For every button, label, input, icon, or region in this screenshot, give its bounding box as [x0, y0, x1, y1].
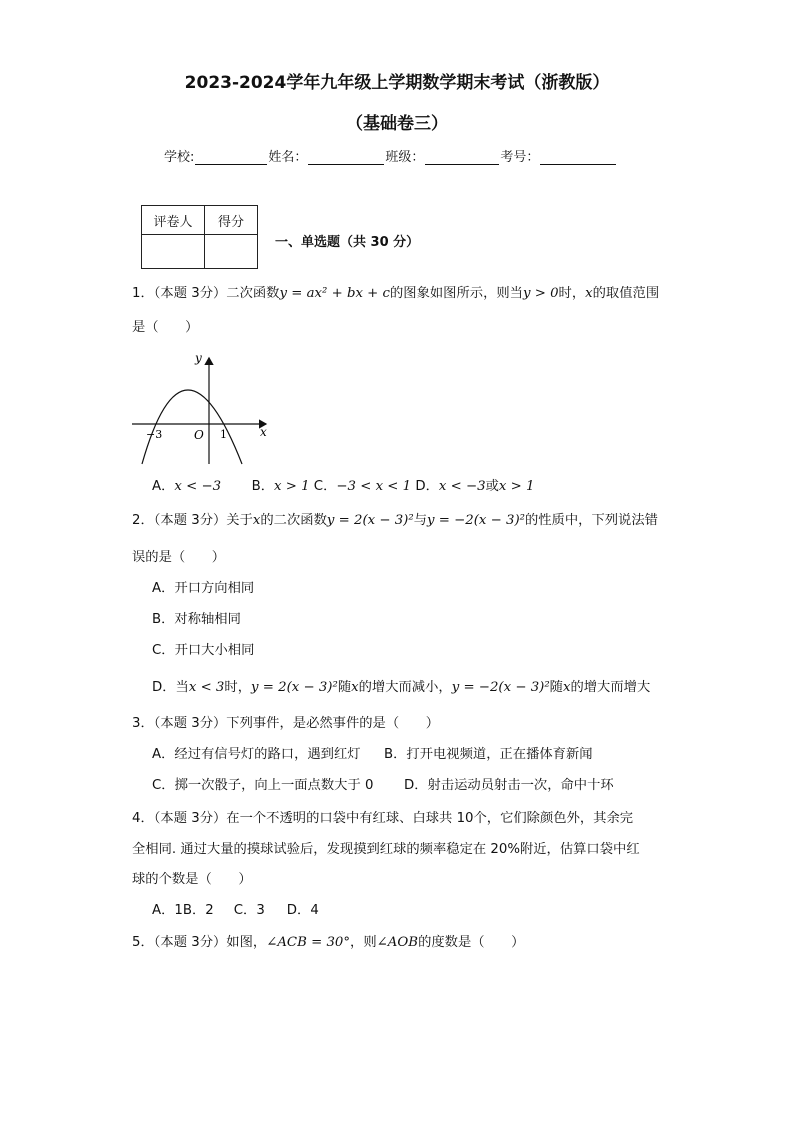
origin-label: O: [194, 428, 204, 442]
q5-score-tag: （本题 3分）: [153, 935, 227, 950]
section-title: 一、单选题（共 30 分）: [275, 235, 420, 250]
q2-variable: x: [252, 513, 261, 528]
q2-option-a[interactable]: A．开口方向相同: [152, 581, 255, 596]
q3-number: 3．: [132, 716, 154, 731]
q4-option-d[interactable]: D．4: [286, 903, 319, 918]
q1-option-a[interactable]: [152, 479, 221, 494]
q3-score-tag: （本题 3分）: [153, 716, 227, 731]
option-text: 的增大而增大: [570, 680, 651, 695]
q1-stem-line2: 是（ ）: [132, 320, 199, 335]
q1-text: 时，: [558, 286, 586, 301]
q5-text: ，则: [350, 935, 377, 950]
score-table: [141, 205, 258, 269]
exam-subtitle: （基础卷三）: [346, 114, 448, 134]
option-math: y = 2(x − 3)²: [251, 680, 338, 695]
q2-option-d[interactable]: [152, 678, 650, 698]
q1-number: 1．: [132, 286, 154, 301]
exam-no-label: 考号：: [500, 150, 540, 165]
q3-text: 下列事件，是必然事件的是（ ）: [226, 716, 440, 731]
option-value: x > 1: [274, 479, 310, 494]
student-info: [164, 146, 617, 165]
option-value: x > 1: [498, 479, 535, 494]
q1-parabola-graph: [128, 348, 276, 468]
q2-function-2: y = −2(x − 3)²: [427, 513, 525, 528]
option-math: x: [562, 680, 571, 695]
q1-stem-line1: [132, 284, 659, 304]
q1-formula: y = ax² + bx + c: [279, 286, 390, 301]
score-header: 得分: [205, 206, 258, 235]
q2-stem-line2: 误的是（ ）: [132, 550, 226, 565]
q4-options: [152, 901, 319, 921]
q4-option-a[interactable]: A．1: [152, 903, 183, 918]
option-math: x < 3: [188, 680, 225, 695]
q4-stem-line1: [132, 809, 633, 829]
school-blank: [195, 150, 267, 165]
q5-text: 的度数是（ ）: [418, 935, 525, 950]
x-axis-label: x: [260, 425, 267, 439]
parabola-curve: [142, 390, 242, 464]
class-label: 班级：: [385, 150, 425, 165]
grader-header: 评卷人: [142, 206, 205, 235]
q3-option-a[interactable]: A．经过有信号灯的路口，遇到红灯: [152, 747, 361, 762]
option-value: −3 < x < 1: [336, 479, 412, 494]
y-axis-label: y: [195, 351, 202, 365]
q4-stem-line3: 球的个数是（ ）: [132, 872, 252, 887]
exam-title: 2023-2024学年九年级上学期数学期末考试（浙教版）: [184, 73, 610, 93]
option-value: x < −3: [174, 479, 222, 494]
option-label: A．: [152, 479, 175, 494]
grader-cell: [142, 235, 205, 269]
exam-no-blank: [540, 150, 616, 165]
q2-function-1: y = 2(x − 3)²: [326, 513, 414, 528]
q1-variable: x: [585, 286, 593, 301]
q1-options: [152, 477, 534, 497]
root-right-label: 1: [220, 428, 227, 441]
q5-text: 如图，: [226, 935, 267, 950]
q3-option-b[interactable]: B．打开电视频道，正在播体育新闻: [384, 747, 593, 762]
option-text: 的增大而减小，: [358, 680, 452, 695]
q2-option-b[interactable]: B．对称轴相同: [152, 612, 241, 627]
q1-condition: y > 0: [522, 286, 559, 301]
q2-text: 的二次函数: [260, 513, 327, 528]
q5-given-angle: ∠ACB = 30°: [266, 935, 351, 950]
name-blank: [308, 150, 384, 165]
class-blank: [425, 150, 499, 165]
q3-stem: [132, 714, 439, 734]
q4-option-b[interactable]: B．2: [182, 903, 214, 918]
q2-option-c[interactable]: C．开口大小相同: [152, 643, 255, 658]
option-math: y = −2(x − 3)²: [451, 680, 550, 695]
q2-score-tag: （本题 3分）: [153, 513, 227, 528]
q2-text: 与: [413, 513, 427, 528]
q4-score-tag: （本题 3分）: [153, 811, 227, 826]
option-text: 时，: [224, 680, 251, 695]
root-left-label: −3: [146, 428, 163, 441]
q1-text: 的取值范围: [592, 286, 660, 301]
q4-text: 在一个不透明的口袋中有红球、白球共 10个，它们除颜色外，其余完: [226, 811, 634, 826]
q5-asked-angle: ∠AOB: [376, 935, 419, 950]
option-math: x: [351, 680, 359, 695]
q5-number: 5．: [132, 935, 154, 950]
score-cell: [205, 235, 258, 269]
option-value: x < −3: [438, 479, 486, 494]
q2-text: 关于: [226, 513, 253, 528]
q3-option-d[interactable]: D．射击运动员射击一次，命中十环: [404, 778, 614, 793]
option-label: B．: [251, 479, 274, 494]
q1-text: 的图象如图所示，则当: [390, 286, 523, 301]
q4-option-c[interactable]: C．3: [233, 903, 265, 918]
option-label: C．: [313, 479, 337, 494]
q1-option-b[interactable]: [252, 479, 310, 494]
name-label: 姓名：: [268, 150, 308, 165]
option-label: D．: [415, 479, 439, 494]
option-text: 随: [549, 680, 563, 695]
q4-stem-line2: 全相同. 通过大量的摸球试验后，发现摸到红球的频率稳定在 20%附近，估算口袋中红: [132, 842, 640, 857]
q1-option-d[interactable]: [415, 479, 534, 494]
q2-number: 2．: [132, 513, 154, 528]
q1-text: 二次函数: [226, 286, 280, 301]
option-text: 随: [337, 680, 352, 695]
option-connector: 或: [485, 479, 499, 494]
q5-stem: [132, 933, 524, 953]
q2-text: 的性质中，下列说法错: [524, 513, 658, 528]
q3-option-c[interactable]: C．掷一次骰子，向上一面点数大于 0: [152, 778, 374, 793]
q2-stem-line1: [132, 511, 658, 531]
q4-number: 4．: [132, 811, 154, 826]
option-text: D．当: [152, 680, 189, 695]
q1-score-tag: （本题 3分）: [153, 286, 227, 301]
q1-option-c[interactable]: [314, 479, 411, 494]
school-label: 学校:: [164, 150, 195, 165]
